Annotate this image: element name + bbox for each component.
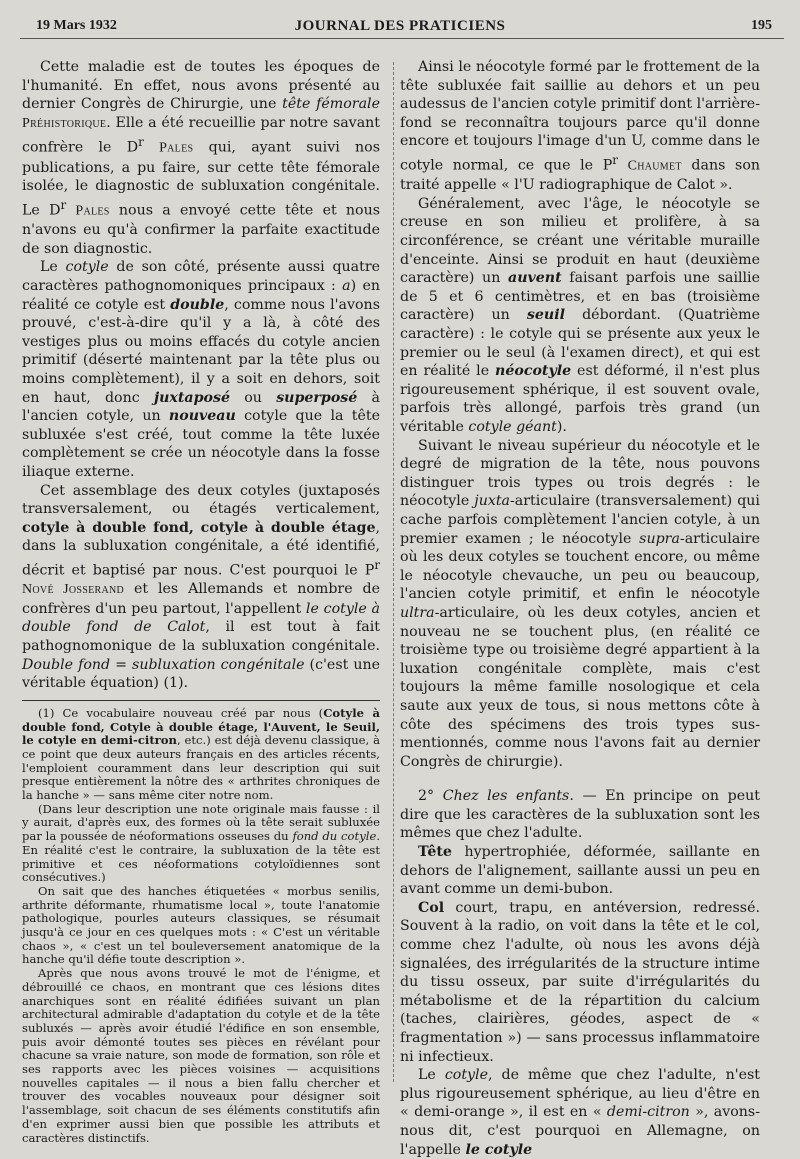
right-column	[400, 58, 760, 1159]
paragraph-tete: Tête hypertrophiée, déformée, saillante en dehors de l'alignement, saillante aussi un peu en avant comme un demi-bubon.	[400, 844, 760, 898]
column-divider	[393, 62, 394, 1082]
running-header	[28, 15, 772, 37]
paragraph-cotyle-child: Le cotyle, de même que chez l'adulte, n'est plus rigoureusement sphérique, au lieu d'être en « demi-orange », il est en « demi-citron », avons-nous dit, c'est pourquoi en Allemagne, on l'appelle le cotyle	[400, 1067, 761, 1158]
footnote-1-chaos: On sait que des hanches étiquetées « morbus senilis, arthrite déformante, rhumatisme local », toute l'anatomie pathologique, pourles auteurs classiques, se résumait jusqu'à ce jour en ces quelques mots : « C'est un véritable chaos », « c'est un tel bouleversement anatomique de la hanche qu'il défie toute description ».	[22, 883, 380, 967]
footnote-1: (1) Ce vocabulaire nouveau créé par nous (Cotyle à double fond, Cotyle à double étage, l'Auvent, le Seuil, le cotyle en demi-citron, etc.) est déjà devenu classique, à ce point que deux auteurs français en des articles récents, l'emploient couramment dans leur description qui suit presque entièrement la nôtre des « arthrites chroniques de la hanche » — sans même citer notre nom.	[22, 705, 380, 803]
paragraph-cotyle-characters: Le cotyle de son côté, présente aussi quatre caractères pathognomoniques principaux : a) en réalité ce cotyle est double, comme nous l'avons prouvé, c'est-à-dire qu'il y a là, à côté des vestiges plus ou moins effacés du cotyle ancien primitif (déserté maintenant par la tête plus ou moins complètement), il y a soit en dehors, soit en haut, donc juxtaposé ou superposé à l'ancien cotyle, un nouveau cotyle que la tête subluxée s'est créé, tout comme la tête luxée complètement se crée un néocotyle dans la fosse iliaque externe.	[22, 259, 381, 480]
footnote-1-note: (Dans leur description une note originale mais fausse : il y aurait, d'après eux, des formes où la tête serait subluxée par la poussée de néoformations osseuses du fond du cotyle. En réalité c'est le contraire, la subluxation de la tête est primitive et ces néoformations cotyloïdiennes sont consécutives.)	[22, 801, 380, 885]
paragraph-three-types: Suivant le niveau supérieur du néocotyle et le degré de migration de la tête, nous pouvons distinguer trois types ou trois degrés : le néocotyle juxta-articulaire (transversalement) qui cache parfois complètement l'ancien cotyle, à un premier examen ; le néocotyle supra-articulaire où les deux cotyles se touchent encore, ou même le néocotyle chevauche, un peu ou beaucoup, l'ancien cotyle primitif, et enfin le néocotyle ultra-articulaire, où les deux cotyles, ancien et nouveau ne se touchent plus, (en réalité ce troisième type ou troisième degré appartient à la luxation congénitale complète, mais c'est toujours la même famille nosologique et cela saute aux yeux de tous, si nous mettons côte à côte des spécimens des trois types sus-mentionnés, comme nous l'avons fait au dernier Congrès de chirurgie).	[400, 437, 760, 770]
paragraph-prehistoric-head: Cette maladie est de toutes les époques de l'humanité. En effet, nous avons présenté au dernier Congrès de Chirurgie, une tête fémorale Préhistorique. Elle a été recueillie par notre savant confrère le $D^r$ Pales qui, ayant suivi nos publications, a pu faire, sur cette tête fémorale isolée, le diagnostic de subluxation congénitale. Le $D^r$ Pales nous a envoyé cette tête et nous n'avons eu qu'à confirmer la parfaite exactitude de son diagnostic.	[22, 59, 381, 257]
issue-date: 19 Mars 1932	[36, 18, 117, 33]
paragraph-double-fond: Cet assemblage des deux cotyles (juxtaposés transversalement, ou étagés verticalement, cotyle à double fond, cotyle à double étage, dans la subluxation congénitale, a été identifié, décrit et baptisé par nous. C'est pourquoi le $P^r$ Nové Josserand et les Allemands et nombre de confrères d'un peu partout, l'appellent le cotyle à double fond de Calot, il est tout à fait pathognomonique de la subluxation congénitale. Double fond = subluxation congénitale (c'est une véritable équation) (1).	[22, 482, 381, 692]
paragraph-neocotyle: Ainsi le néocotyle formé par le frottement de la tête subluxée fait saillie au dehors et un peu audessus de l'ancien cotyle primitif dont l'arrière-fond se reconnaîtra toujours parce qu'il donne encore et toujours l'image d'un U, comme dans le cotyle normal, ce que le $P^r$ Chaumet dans son traité appelle « l'U radiographique de Calot ».	[400, 59, 760, 194]
paragraph-age-changes: Généralement, avec l'âge, le néocotyle se creuse en son milieu et prolifère, à sa circonférence, se créant une véritable muraille d'enceinte. Ainsi se produit en haut (deuxième caractère) un auvent faisant parfois une saillie de 5 et 6 centimètres, et en bas (troisième caractère) un seuil débordant. (Quatrième caractère) : le cotyle qui se présente aux yeux le premier ou le seul (à l'examen direct), et qui est en réalité le néocotyle est déformé, il n'est plus rigoureusement sphérique, il est souvent ovale, parfois très allongé, parfois très grand (un véritable cotyle géant).	[400, 195, 761, 436]
paragraph-children: 2° Chez les enfants. — En principe on peut dire que les caractères de la subluxation sont les mêmes que chez l'adulte.	[400, 788, 760, 842]
footnote-1-vocabulary: Après que nous avons trouvé le mot de l'énigme, et débrouillé ce chaos, en montrant que ces lésions dites anarchiques sont en réalité édifiées suivant un plan architectural admirable d'adaptation du cotyle et de la tête subluxés — après avoir étudié l'édifice en son ensemble, puis avoir démonté toutes ses pièces en révélant pour chacune sa vraie nature, son mode de formation, son rôle et ses rapports avec les pièces voisines — acquisitions nouvelles capitales — il nous a bien fallu chercher et trouver des vocables nouveaux pour désigner soit l'assemblage, soit chacun de ses éléments constitutifs afin d'en exprimer aussi bien que possible les attributs et caractères distinctifs.	[22, 966, 380, 1145]
header-rule	[20, 38, 784, 39]
left-column	[22, 58, 380, 1145]
footnote-rule	[22, 700, 380, 701]
journal-title: JOURNAL DES PRATICIENS	[294, 18, 506, 34]
page-number: 195	[751, 18, 772, 33]
paragraph-col: Col court, trapu, en antéversion, redressé. Souvent à la radio, on voit dans la tête et le col, comme chez l'adulte, où nous les avons déjà signalées, des irrégularités de la structure intime du tissu osseux, par suite d'irrégularités du métabolisme et de la répartition du calcium (taches, clairières, géodes, aspect de « fragmentation ») — sans processus inflammatoire ni infectieux.	[400, 899, 760, 1065]
